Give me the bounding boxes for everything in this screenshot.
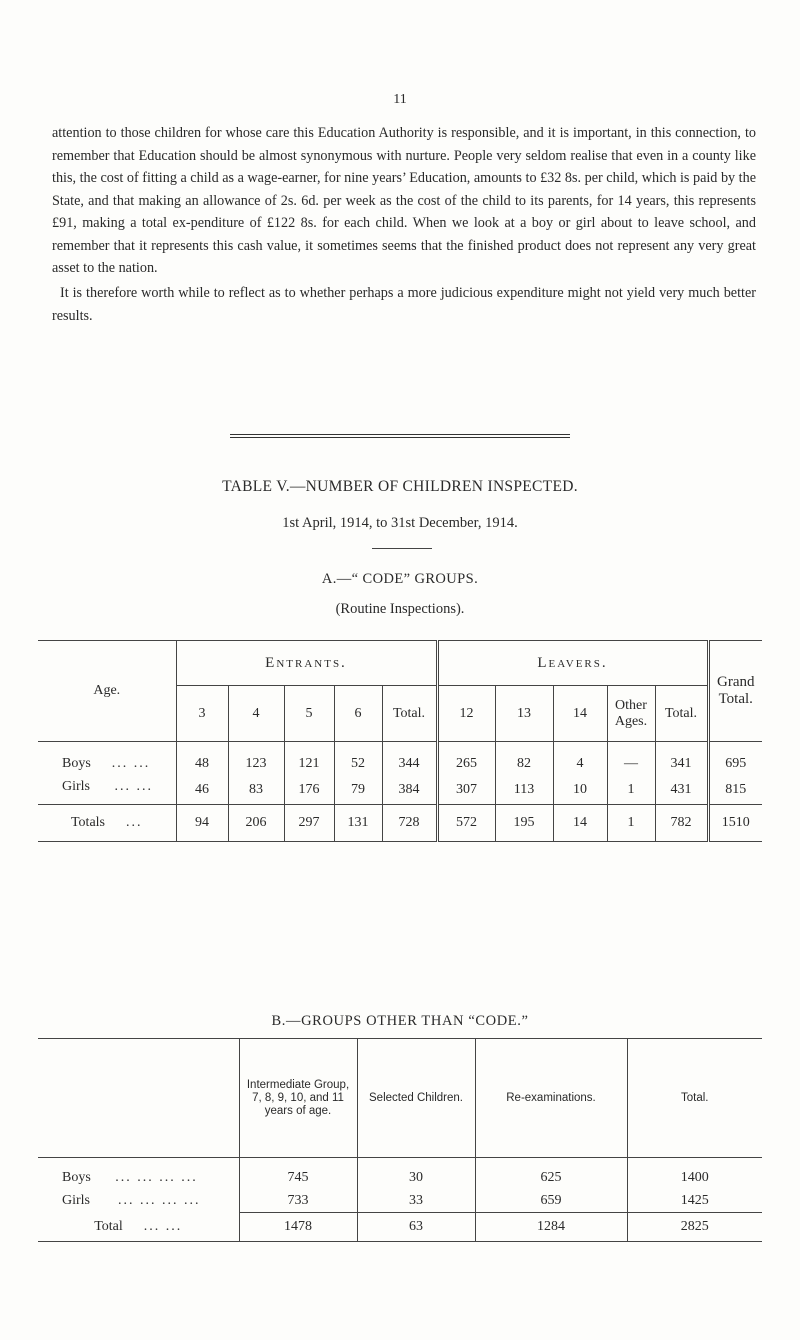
table-row	[38, 1158, 762, 1190]
leaver-total-header: Total.	[655, 686, 708, 742]
blank-header	[38, 1039, 239, 1158]
entrant-col-header: 3	[176, 686, 228, 742]
cell: 79	[334, 775, 382, 805]
total-header: Total.	[681, 1091, 709, 1104]
entrant-col-header: 6	[334, 686, 382, 742]
cell: 206	[228, 805, 284, 842]
entrant-total-header: Total.	[382, 686, 437, 742]
cell: 82	[495, 742, 553, 776]
grand-total-header: Grand Total.	[717, 674, 755, 707]
entrants-header: Entrants.	[176, 641, 437, 686]
table-row	[38, 1189, 762, 1213]
cell: 121	[284, 742, 334, 776]
divider-rule-bottom	[230, 437, 570, 438]
re-examinations-header: Re-examinations.	[475, 1039, 627, 1158]
cell: 195	[495, 805, 553, 842]
row-label: Boys ... ... ... ...	[38, 1158, 239, 1190]
cell: 131	[334, 805, 382, 842]
other-groups-table	[38, 1038, 762, 1242]
cell: 384	[382, 775, 437, 805]
cell: 10	[553, 775, 607, 805]
row-label: Total ... ...	[38, 1213, 239, 1242]
row-label: Girls ... ...	[38, 775, 176, 805]
cell: 815	[725, 781, 747, 797]
table-row	[38, 1213, 762, 1242]
cell: 728	[382, 805, 437, 842]
cell: 572	[437, 805, 495, 842]
cell: 659	[475, 1189, 627, 1213]
intermediate-group-header: Intermediate Group, 7, 8, 9, 10, and 11 years of age.	[239, 1039, 357, 1158]
cell: 782	[655, 805, 708, 842]
cell: 341	[655, 742, 708, 776]
leavers-header: Leavers.	[437, 641, 708, 686]
row-label: Boys ... ...	[38, 742, 176, 776]
cell: 1478	[239, 1213, 357, 1242]
cell: 123	[228, 742, 284, 776]
cell: 625	[475, 1158, 627, 1190]
cell: 307	[437, 775, 495, 805]
cell: 1	[607, 775, 655, 805]
cell: 1510	[721, 815, 750, 830]
cell: 4	[553, 742, 607, 776]
cell: 745	[239, 1158, 357, 1190]
entrant-col-header: 4	[228, 686, 284, 742]
row-label: Totals ...	[38, 805, 176, 842]
cell: 1	[607, 805, 655, 842]
cell: 30	[357, 1158, 475, 1190]
cell: 1425	[627, 1189, 762, 1213]
cell: 733	[239, 1189, 357, 1213]
section-a-heading: A.—“ CODE” GROUPS.	[321, 571, 479, 587]
section-a-subheading: (Routine Inspections).	[335, 601, 465, 617]
cell: 344	[382, 742, 437, 776]
cell: 695	[725, 755, 747, 771]
table-title: TABLE V.—NUMBER OF CHILDREN INSPECTED.	[222, 478, 578, 495]
cell: 1284	[475, 1213, 627, 1242]
table-row	[38, 775, 762, 805]
cell: 63	[357, 1213, 475, 1242]
leaver-col-header: 14	[553, 686, 607, 742]
divider-rule-top	[230, 434, 570, 435]
cell: 33	[357, 1189, 475, 1213]
short-divider	[372, 548, 432, 549]
cell: 94	[176, 805, 228, 842]
cell: 2825	[680, 1218, 709, 1234]
entrant-col-header: 5	[284, 686, 334, 742]
date-range: 1st April, 1914, to 31st December, 1914.	[282, 515, 518, 531]
age-header: Age.	[38, 641, 176, 742]
cell: 48	[176, 742, 228, 776]
cell: 113	[495, 775, 553, 805]
leaver-other-ages-header: Other Ages.	[607, 686, 655, 742]
cell: 176	[284, 775, 334, 805]
cell: 46	[176, 775, 228, 805]
leaver-col-header: 12	[437, 686, 495, 742]
cell: —	[607, 742, 655, 776]
body-paragraph-2: It is therefore worth while to reflect as to whether perhaps a more judicious expenditure might not yield very much better results.	[52, 285, 756, 324]
cell: 431	[655, 775, 708, 805]
cell: 52	[334, 742, 382, 776]
cell: 265	[437, 742, 495, 776]
cell: 297	[284, 805, 334, 842]
table-row	[38, 742, 762, 776]
cell: 1400	[680, 1169, 709, 1185]
cell: 14	[553, 805, 607, 842]
selected-children-header: Selected Children.	[357, 1039, 475, 1158]
leaver-col-header: 13	[495, 686, 553, 742]
body-paragraph-1: attention to those children for whose care this Education Authority is responsible, and it is important, in this connection, to remember that Education should be almost synonymous with nurture. People very seldom realise that even in a county like this, the cost of fitting a child as a wage-earner, for nine years’ Education, amounts to £32 8s. per child, which is paid by the State, and that making an allowance of 2s. 6d. per week as the cost of the child to its parents, for 14 years, this represents £91, making a total ex-penditure of £122 8s. for each child. When we look at a boy or girl about to leave school, and remember that it represents this cash value, it sometimes seems that the finished product does not represent any very great asset to the nation.	[52, 125, 757, 276]
page-number: 11	[393, 92, 407, 107]
section-b-heading: B.—GROUPS OTHER THAN “CODE.”	[271, 1013, 529, 1029]
row-label: Girls ... ... ... ...	[38, 1189, 239, 1213]
code-groups-table	[38, 640, 762, 842]
cell: 83	[228, 775, 284, 805]
table-row	[38, 805, 762, 842]
